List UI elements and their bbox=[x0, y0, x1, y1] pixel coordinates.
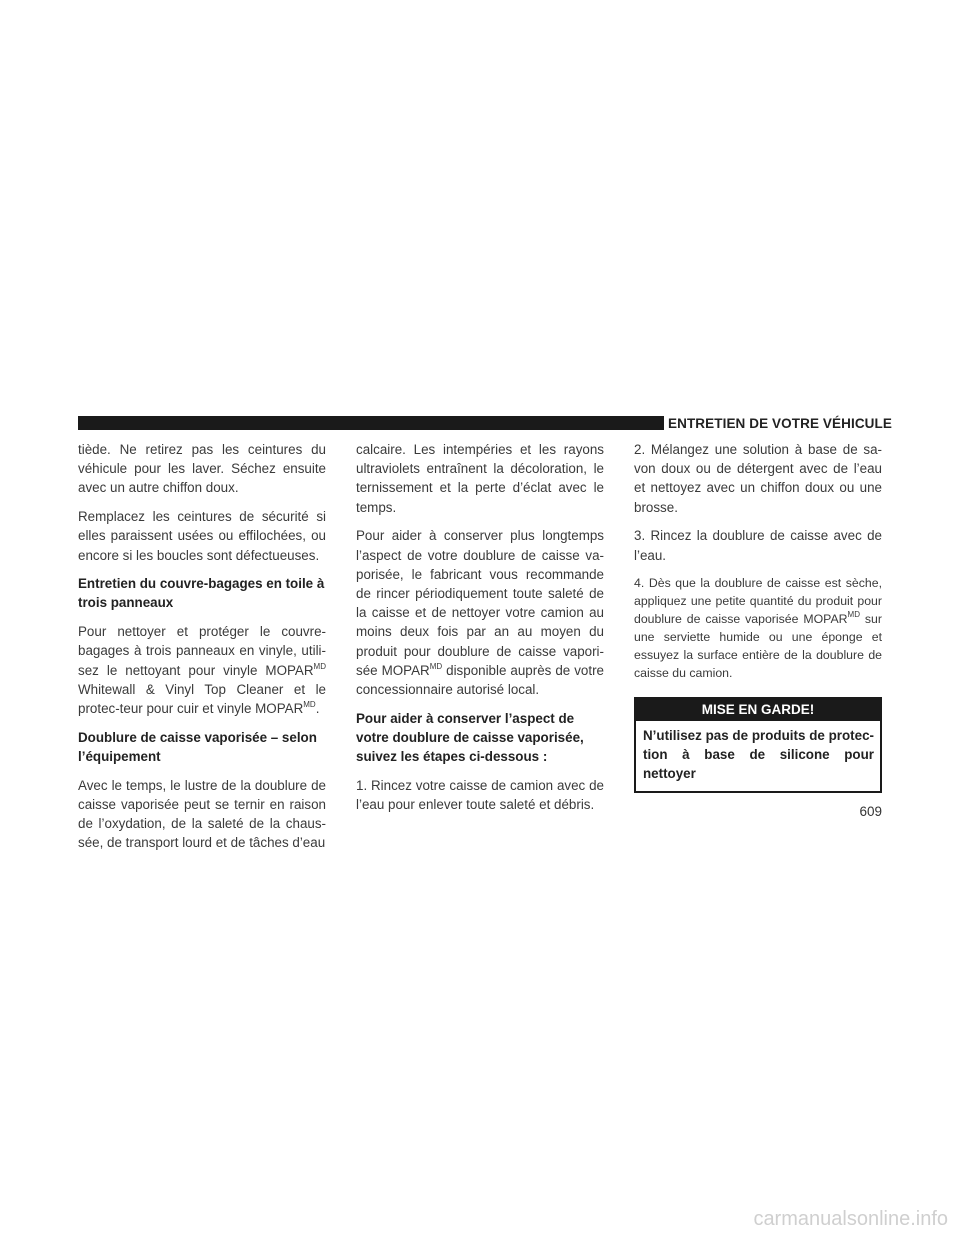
subheading-steps: Pour aider à conserver l’aspect de votre doublure de caisse vaporisée, suivez les étapes ci-dessous : bbox=[356, 710, 584, 765]
header-rule bbox=[78, 416, 664, 430]
warning-title: MISE EN GARDE! bbox=[636, 699, 880, 721]
column-1 bbox=[78, 440, 326, 862]
subheading-tonneau-cover: Entretien du couvre-bagages en toile à trois panneaux bbox=[78, 576, 325, 611]
subheading-bedliner: Doublure de caisse vaporisée – selon l’équipement bbox=[78, 729, 317, 764]
section-title: ENTRETIEN DE VOTRE VÉHICULE bbox=[668, 416, 892, 431]
column-3 bbox=[634, 440, 882, 793]
step-2: 2. Mélangez une solution à base de sa-von doux ou de détergent avec de l’eau et nettoyez avec un chiffon doux ou une brosse. bbox=[634, 442, 882, 515]
paragraph-mopar-cleaner: Pour nettoyer et protéger le couvre-bagages à trois panneaux en vinyle, utili-sez le nettoyant pour vinyle $MOPAR^{MD}$ Whitewall & Vinyl Top Cleaner et le protec-teur pour cuir et vinyle $MOPAR^{MD}$. bbox=[78, 624, 326, 716]
paragraph: Avec le temps, le lustre de la doublure de caisse vaporisée peut se ternir en raison de l’oxydation, de la saleté de la chaus-sée, de transport lourd et de tâches d’eau bbox=[78, 777, 326, 851]
page-number: 609 bbox=[859, 804, 882, 819]
column-2 bbox=[356, 440, 604, 824]
paragraph: tiède. Ne retirez pas les ceintures du véhicule pour les laver. Séchez ensuite avec un autre chiffon doux. bbox=[78, 442, 326, 496]
step-4: 4. Dès que la doublure de caisse est sèche, appliquez une petite quantité du produit pour doublure de caisse vaporisée $MOPAR^{MD}$ sur une serviette humide ou une éponge et essuyez la surface entière de la doublure de caisse du camion. bbox=[634, 576, 882, 681]
step-1: 1. Rincez votre caisse de camion avec de l’eau pour enlever toute saleté et débris. bbox=[356, 777, 604, 812]
paragraph: calcaire. Les intempéries et les rayons ultraviolets entraînent la décoloration, le ternissement et la perte d’éclat avec le temps. bbox=[356, 442, 604, 515]
step-3: 3. Rincez la doublure de caisse avec de l’eau. bbox=[634, 528, 882, 563]
paragraph-recommendation: Pour aider à conserver plus longtemps l’aspect de votre doublure de caisse va-porisée, le fabricant vous recommande de rincer périodiquement toute saleté de la caisse et de nettoyer votre camion au moins deux fois par an au moyen du produit pour doublure de caisse vapori-sée $MOPAR^{MD}$ disponible auprès de votre concessionnaire autorisé local. bbox=[356, 528, 604, 697]
warning-text: N’utilisez pas de produits de protec-tion à base de silicone pour nettoyer bbox=[643, 728, 874, 782]
watermark: carmanualsonline.info bbox=[753, 1208, 948, 1230]
warning-box bbox=[634, 697, 882, 793]
paragraph: Remplacez les ceintures de sécurité si elles paraissent usées ou effilochées, ou encore si les boucles sont défectueuses. bbox=[78, 509, 326, 563]
